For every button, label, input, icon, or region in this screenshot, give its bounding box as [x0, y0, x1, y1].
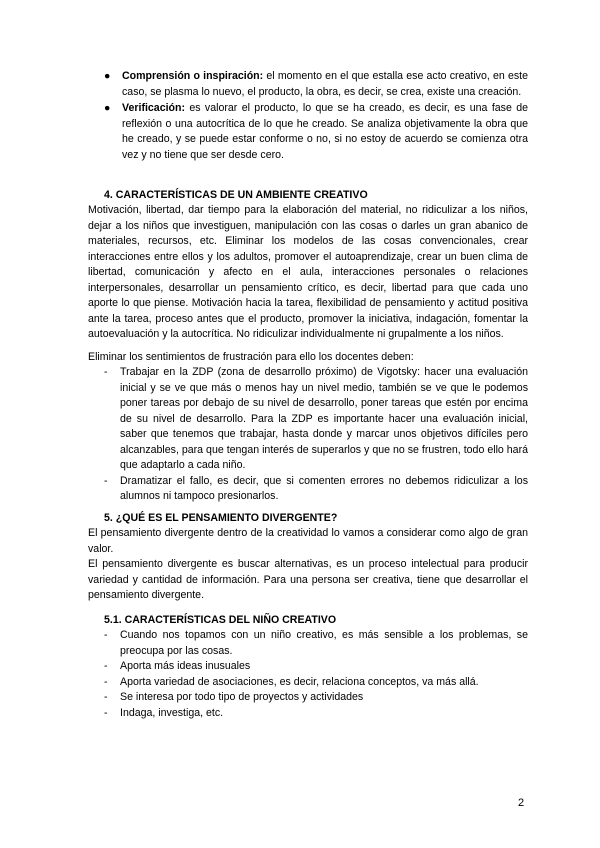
list-item: - Aporta más ideas inusuales — [100, 659, 528, 675]
list-item: - Cuando nos topamos con un niño creativo, es más sensible a los problemas, se preocupa por las cosas. — [104, 629, 528, 657]
section-5-heading: 5. ¿QUÉ ES EL PENSAMIENTO DIVERGENTE? — [104, 512, 338, 524]
bullet-icon: ● — [104, 70, 111, 82]
list-item — [100, 69, 528, 100]
list-item: - Indaga, investiga, etc. — [100, 706, 528, 722]
section-5-1-list — [100, 628, 528, 721]
list-item: - Trabajar en la ZDP (zona de desarrollo próximo) de Vigotsky: hacer una evaluación inicial y se ve que más o menos hay un nivel medio, también se ve que le podemos poner tareas por debajo de su nivel de desarrollo, poner tareas que estén por encima de su nivel de desarrollo. Para la ZDP es importante hacer una evaluación inicial, saber que tenemos que trabajar, hasta donde y marcar unos objetivos difíciles pero alcanzables, para que tengan interés de superarlos y que no se frustren, todo ello hará que adaptarlo a cada niño. — [104, 366, 528, 471]
section-4-list — [100, 365, 528, 505]
page-number: 2 — [518, 797, 525, 809]
section-5-paragraph-2: El pensamiento divergente es buscar alternativas, es un proceso intelectual para producir variedad y cantidad de información. Para una persona ser creativa, tiene que desarrollar el pensamiento divergente. — [88, 558, 528, 601]
bullet-term: Comprensión o inspiración: — [122, 70, 264, 82]
dash-marker: - — [104, 660, 108, 672]
bullet-icon: ● — [104, 102, 111, 114]
section-4-heading: 4. CARACTERÍSTICAS DE UN AMBIENTE CREATIVO — [104, 189, 368, 201]
dash-marker: - — [104, 366, 108, 378]
dash-marker: - — [104, 691, 108, 703]
dash-marker: - — [104, 629, 108, 641]
section-4-intro: Eliminar los sentimientos de frustración para ello los docentes deben: — [88, 351, 414, 363]
top-bullet-list — [100, 69, 528, 164]
section-5-1-heading: 5.1. CARACTERÍSTICAS DEL NIÑO CREATIVO — [104, 614, 337, 626]
list-item: - Aporta variedad de asociaciones, es decir, relaciona conceptos, va más allá. — [100, 675, 528, 691]
list-item — [100, 101, 528, 163]
bullet-text: es valorar el producto, lo que se ha creado, es decir, es una fase de reflexión o una autocrítica de lo que he creado. Se analiza objetivamente la obra que he creado, y se puede estar conforme o no, si no estoy de acuerdo se comienza otra vez y no tiene que ser desde cero. — [122, 102, 528, 161]
dash-marker: - — [104, 706, 108, 719]
section-5-paragraph-1: El pensamiento divergente dentro de la creatividad lo vamos a considerar como algo de gran valor. — [88, 527, 528, 555]
list-item: - Dramatizar el fallo, es decir, que si comenten errores no debemos ridiculizar a los alumnos ni tampoco presionarlos. — [104, 474, 528, 502]
dash-marker: - — [104, 675, 108, 688]
list-item: - Se interesa por todo tipo de proyectos y actividades — [100, 690, 528, 706]
section-4-paragraph: Motivación, libertad, dar tiempo para la elaboración del material, no ridiculizar a los niños, dejar a los niños que investiguen, manipulación con las cosas o darles un gran abanico de materiales, recursos, etc. Eliminar los modelos de las cosas convencionales, crear interacciones entre ellos y los adultos, promover el autoaprendizaje, crear un buen clima de libertad, comunicación y afecto en el aula, interacciones personales o relaciones interpersonales, desarrollar un pensamiento crítico, es decir, libertad para que cada uno aporte lo que piense. Motivación hacia la tarea, flexibilidad de pensamiento y actitud positiva ante la tarea, proceso antes que el producto, promover la iniciativa, indagación, fomentar la autoevaluación y la autocrítica. No ridiculizar individualmente ni grupalmente a los niños. — [88, 204, 528, 340]
bullet-text: el momento en el que estalla ese acto creativo, en este caso, se plasma lo nuevo, el producto, la obra, es decir, se crea, existe una creación. — [122, 70, 528, 98]
bullet-term: Verificación: — [122, 102, 185, 114]
dash-marker: - — [104, 474, 108, 487]
